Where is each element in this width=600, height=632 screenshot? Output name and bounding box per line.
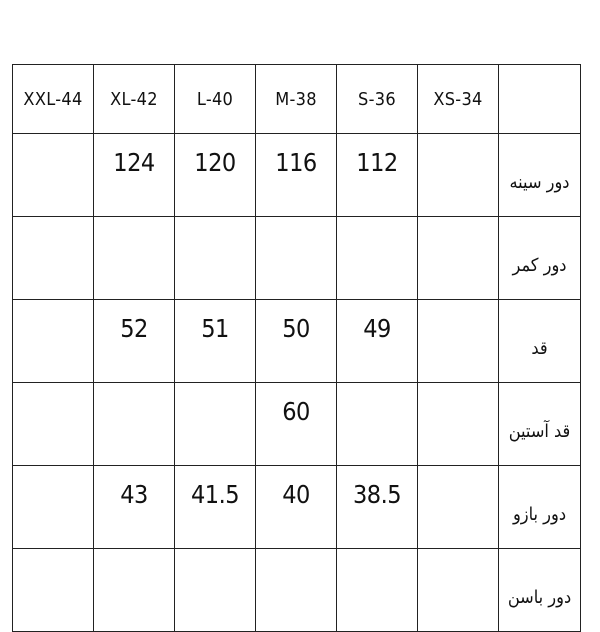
measurement-label-hip: دور باسن bbox=[499, 549, 581, 632]
size-header-xxl: XXL-44 bbox=[13, 65, 94, 134]
measurement-label-arm: دور بازو bbox=[499, 466, 581, 549]
value-cell: 120 bbox=[175, 134, 256, 217]
size-header-s: S-36 bbox=[337, 65, 418, 134]
value-cell bbox=[13, 134, 94, 217]
value-cell bbox=[13, 383, 94, 466]
value-cell: 49 bbox=[337, 300, 418, 383]
value-cell: 51 bbox=[175, 300, 256, 383]
measurement-row-chest bbox=[13, 134, 581, 217]
size-header-m: M-38 bbox=[256, 65, 337, 134]
measurement-row-arm bbox=[13, 466, 581, 549]
value-cell bbox=[418, 217, 499, 300]
size-header-row bbox=[13, 65, 581, 134]
value-cell bbox=[418, 383, 499, 466]
value-cell bbox=[256, 217, 337, 300]
value-cell bbox=[13, 217, 94, 300]
size-header-xs: XS-34 bbox=[418, 65, 499, 134]
size-header-xl: XL-42 bbox=[94, 65, 175, 134]
value-cell bbox=[94, 217, 175, 300]
measurement-label-waist: دور کمر bbox=[499, 217, 581, 300]
value-cell: 50 bbox=[256, 300, 337, 383]
value-cell bbox=[94, 383, 175, 466]
value-cell bbox=[175, 217, 256, 300]
measurement-row-sleeve-length bbox=[13, 383, 581, 466]
value-cell bbox=[418, 466, 499, 549]
value-cell bbox=[418, 134, 499, 217]
size-chart-body bbox=[13, 65, 581, 632]
value-cell bbox=[337, 217, 418, 300]
value-cell bbox=[13, 549, 94, 632]
size-header-l: L-40 bbox=[175, 65, 256, 134]
value-cell: 38.5 bbox=[337, 466, 418, 549]
value-cell: 116 bbox=[256, 134, 337, 217]
value-cell: 112 bbox=[337, 134, 418, 217]
measurement-label-chest: دور سینه bbox=[499, 134, 581, 217]
measurement-label-length: قد bbox=[499, 300, 581, 383]
value-cell: 52 bbox=[94, 300, 175, 383]
corner-cell bbox=[499, 65, 581, 134]
measurement-row-length bbox=[13, 300, 581, 383]
value-cell: 124 bbox=[94, 134, 175, 217]
measurement-row-waist bbox=[13, 217, 581, 300]
value-cell bbox=[94, 549, 175, 632]
value-cell bbox=[418, 549, 499, 632]
value-cell: 41.5 bbox=[175, 466, 256, 549]
value-cell bbox=[175, 383, 256, 466]
value-cell: 43 bbox=[94, 466, 175, 549]
value-cell: 40 bbox=[256, 466, 337, 549]
size-chart-table bbox=[12, 64, 581, 632]
value-cell bbox=[256, 549, 337, 632]
value-cell: 60 bbox=[256, 383, 337, 466]
measurement-label-sleeve-length: قد آستین bbox=[499, 383, 581, 466]
measurement-row-hip bbox=[13, 549, 581, 632]
value-cell bbox=[337, 549, 418, 632]
value-cell bbox=[13, 300, 94, 383]
value-cell bbox=[337, 383, 418, 466]
value-cell bbox=[418, 300, 499, 383]
value-cell bbox=[13, 466, 94, 549]
value-cell bbox=[175, 549, 256, 632]
